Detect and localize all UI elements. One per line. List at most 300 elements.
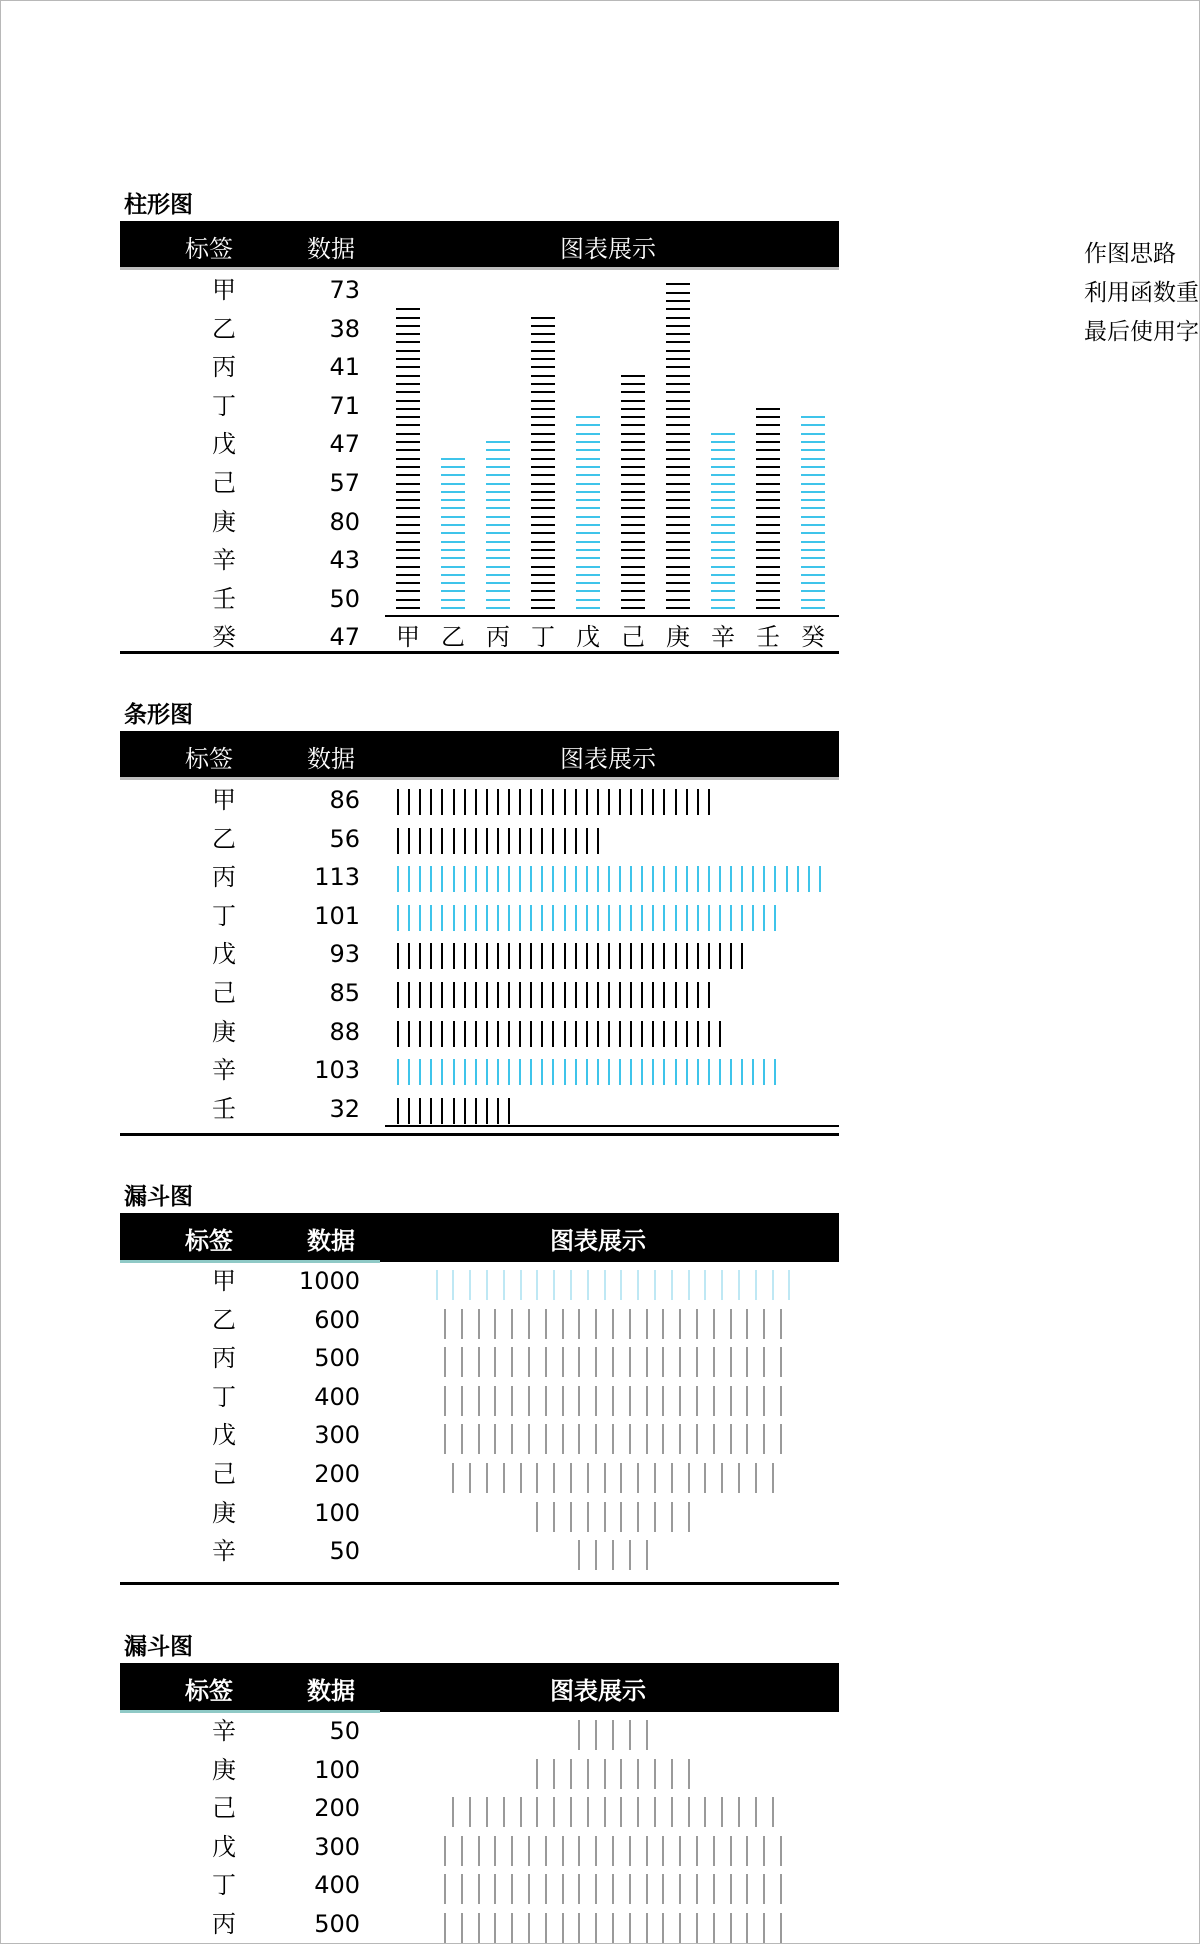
- funnel-tick: [478, 1424, 480, 1454]
- funnel-tick: [637, 1759, 639, 1789]
- column-dash: [756, 507, 780, 509]
- funnel-tick: [503, 1270, 505, 1300]
- column-dash: [756, 483, 780, 485]
- bar-tick: [652, 905, 654, 931]
- funnel-tick: [629, 1540, 631, 1570]
- column-dash: [666, 325, 690, 327]
- funnel-tick: [478, 1347, 480, 1377]
- column-dash: [531, 400, 555, 402]
- bar-tick: [564, 905, 566, 931]
- bar-tick: [497, 1098, 499, 1124]
- column-dash: [396, 491, 420, 493]
- bar-tick: [774, 1059, 776, 1085]
- funnel-tick: [721, 1797, 723, 1827]
- column-dash: [756, 524, 780, 526]
- bar-tick: [475, 1059, 477, 1085]
- funnel-tick: [763, 1309, 765, 1339]
- funnel-tick: [662, 1386, 664, 1416]
- column-dash: [711, 599, 735, 601]
- note-line-2: 利用函数重: [1084, 280, 1199, 306]
- bar-tick: [475, 789, 477, 815]
- bar-tick: [586, 789, 588, 815]
- bar-tick: [397, 828, 399, 854]
- funnel-tick: [721, 1463, 723, 1493]
- funnel-tick: [646, 1913, 648, 1943]
- column-dash: [576, 458, 600, 460]
- column-dash: [666, 466, 690, 468]
- bar-tick: [430, 866, 432, 892]
- column-dash: [576, 474, 600, 476]
- row-value: 47: [329, 623, 360, 652]
- column-dash: [621, 400, 645, 402]
- column-dash: [666, 549, 690, 551]
- column-dash: [396, 516, 420, 518]
- column-dash: [621, 408, 645, 410]
- funnel-tick: [662, 1424, 664, 1454]
- column-dash: [396, 341, 420, 343]
- funnel-tick: [536, 1463, 538, 1493]
- column-dash: [666, 458, 690, 460]
- column-dash: [801, 557, 825, 559]
- funnel-tick: [713, 1874, 715, 1904]
- bar-tick: [763, 866, 765, 892]
- bar-tick: [586, 905, 588, 931]
- column-dash: [486, 516, 510, 518]
- column-dash: [621, 524, 645, 526]
- funnel-tick: [629, 1874, 631, 1904]
- column-dash: [441, 557, 465, 559]
- funnel-tick: [520, 1797, 522, 1827]
- bar-tick: [575, 1059, 577, 1085]
- column-dash: [531, 358, 555, 360]
- funnel-tick: [629, 1836, 631, 1866]
- bar-tick: [741, 1059, 743, 1085]
- funnel-tick: [536, 1759, 538, 1789]
- funnel-tick: [553, 1502, 555, 1532]
- bar-tick: [586, 828, 588, 854]
- bar-tick: [486, 943, 488, 969]
- bar-tick: [763, 1059, 765, 1085]
- funnel-tick: [478, 1836, 480, 1866]
- funnel-tick: [713, 1913, 715, 1943]
- bar-tick: [530, 1021, 532, 1047]
- column-dash: [621, 507, 645, 509]
- column-dash: [801, 607, 825, 609]
- x-tick-label: 丁: [531, 623, 555, 651]
- funnel-tick: [755, 1463, 757, 1493]
- bar-tick: [419, 1098, 421, 1124]
- column-dash: [531, 424, 555, 426]
- bar-tick: [419, 789, 421, 815]
- funnel-tick: [494, 1836, 496, 1866]
- bar-tick: [441, 905, 443, 931]
- funnel-tick: [679, 1424, 681, 1454]
- bar-tick: [408, 1059, 410, 1085]
- column-dash: [621, 532, 645, 534]
- column-dash: [756, 474, 780, 476]
- funnel-tick: [511, 1913, 513, 1943]
- column-dash: [396, 375, 420, 377]
- funnel-tick: [528, 1309, 530, 1339]
- x-tick-label: 乙: [441, 623, 465, 651]
- bar-tick: [652, 1021, 654, 1047]
- column-dash: [441, 507, 465, 509]
- bar-tick: [497, 943, 499, 969]
- bar-tick: [530, 789, 532, 815]
- column-dash: [576, 491, 600, 493]
- column-dash: [666, 350, 690, 352]
- funnel-tick: [746, 1424, 748, 1454]
- column-dash: [756, 599, 780, 601]
- row-value: 200: [314, 1794, 360, 1823]
- bar-tick: [597, 982, 599, 1008]
- funnel-tick: [444, 1836, 446, 1866]
- column-dash: [666, 541, 690, 543]
- column-dash: [801, 582, 825, 584]
- bar-tick: [708, 982, 710, 1008]
- funnel-tick: [528, 1874, 530, 1904]
- funnel-tick: [688, 1270, 690, 1300]
- row-label: 辛: [212, 1717, 236, 1745]
- bar-tick: [441, 828, 443, 854]
- column-dash: [531, 350, 555, 352]
- column-dash: [756, 449, 780, 451]
- row-value: 400: [314, 1871, 360, 1900]
- bar-tick: [541, 789, 543, 815]
- funnel-tick: [595, 1874, 597, 1904]
- funnel-tick: [494, 1874, 496, 1904]
- funnel-tick: [662, 1836, 664, 1866]
- column-dash: [621, 607, 645, 609]
- funnel-tick: [469, 1463, 471, 1493]
- bar-tick: [552, 866, 554, 892]
- column-dash: [801, 483, 825, 485]
- bar-tick: [541, 982, 543, 1008]
- bar-tick: [453, 982, 455, 1008]
- row-value: 100: [314, 1498, 360, 1527]
- column-dash: [486, 574, 510, 576]
- bar-tick: [408, 905, 410, 931]
- funnel-tick: [763, 1386, 765, 1416]
- funnel-tick: [486, 1797, 488, 1827]
- row-label: 庚: [212, 1498, 236, 1527]
- bar-tick: [408, 828, 410, 854]
- column-dash: [576, 524, 600, 526]
- funnel-tick: [713, 1309, 715, 1339]
- bar-tick: [652, 1059, 654, 1085]
- column-dash: [621, 599, 645, 601]
- table-header: [120, 1663, 839, 1712]
- funnel-tick: [570, 1797, 572, 1827]
- bar-tick: [508, 1098, 510, 1124]
- funnel-tick: [562, 1913, 564, 1943]
- funnel-tick: [738, 1797, 740, 1827]
- column-dash: [531, 408, 555, 410]
- bar-tick: [597, 905, 599, 931]
- funnel-tick: [654, 1797, 656, 1827]
- column-dash: [486, 557, 510, 559]
- funnel-tick: [612, 1309, 614, 1339]
- column-dash: [756, 566, 780, 568]
- column-dash: [621, 541, 645, 543]
- table-header: [120, 221, 839, 270]
- bar-tick: [719, 943, 721, 969]
- bar-tick: [564, 1021, 566, 1047]
- bar-tick: [586, 866, 588, 892]
- funnel-tick: [461, 1913, 463, 1943]
- column-dash: [396, 424, 420, 426]
- bar-tick: [819, 866, 821, 892]
- bar-tick: [652, 789, 654, 815]
- header-underline: [120, 1260, 380, 1263]
- column-dash: [711, 441, 735, 443]
- funnel-tick: [469, 1270, 471, 1300]
- funnel-tick: [688, 1502, 690, 1532]
- funnel-tick: [763, 1836, 765, 1866]
- funnel-tick: [696, 1386, 698, 1416]
- funnel-tick: [461, 1836, 463, 1866]
- section-title: 柱形图: [124, 192, 193, 218]
- funnel-tick: [494, 1347, 496, 1377]
- column-dash: [576, 449, 600, 451]
- funnel-tick: [562, 1347, 564, 1377]
- bar-tick: [530, 905, 532, 931]
- column-dash: [531, 483, 555, 485]
- bar-tick: [564, 866, 566, 892]
- column-dash: [666, 449, 690, 451]
- bar-tick: [719, 866, 721, 892]
- bar-tick: [719, 1059, 721, 1085]
- bar-tick: [564, 789, 566, 815]
- funnel-tick: [612, 1386, 614, 1416]
- column-dash: [531, 557, 555, 559]
- column-dash: [396, 524, 420, 526]
- column-dash: [711, 433, 735, 435]
- row-label: 辛: [212, 1056, 236, 1085]
- funnel-tick: [696, 1913, 698, 1943]
- bar-tick: [508, 1059, 510, 1085]
- header-chart: 图表展示: [560, 745, 656, 773]
- column-dash: [666, 483, 690, 485]
- bar-tick: [397, 1059, 399, 1085]
- column-dash: [486, 549, 510, 551]
- bar-tick: [475, 905, 477, 931]
- funnel-tick: [612, 1720, 614, 1750]
- funnel-tick: [730, 1913, 732, 1943]
- column-dash: [801, 574, 825, 576]
- row-value: 101: [314, 901, 360, 930]
- funnel-tick: [612, 1913, 614, 1943]
- bottom-rule: [120, 651, 839, 654]
- bar-tick: [441, 1059, 443, 1085]
- row-label: 戊: [212, 430, 236, 459]
- bar-tick: [608, 905, 610, 931]
- column-dash: [486, 532, 510, 534]
- column-dash: [441, 532, 465, 534]
- funnel-tick: [755, 1270, 757, 1300]
- column-dash: [621, 474, 645, 476]
- funnel-tick: [780, 1424, 782, 1454]
- funnel-tick: [629, 1347, 631, 1377]
- row-value: 41: [329, 353, 360, 382]
- bar-tick: [408, 1021, 410, 1047]
- column-dash: [441, 499, 465, 501]
- funnel-tick: [662, 1874, 664, 1904]
- column-dash: [396, 358, 420, 360]
- funnel-tick: [578, 1386, 580, 1416]
- funnel-tick: [587, 1270, 589, 1300]
- funnel-tick: [612, 1540, 614, 1570]
- funnel-tick: [612, 1874, 614, 1904]
- bar-tick: [508, 943, 510, 969]
- funnel-tick: [528, 1386, 530, 1416]
- funnel-tick: [662, 1309, 664, 1339]
- bar-tick: [630, 982, 632, 1008]
- bar-tick: [486, 828, 488, 854]
- bar-tick: [453, 789, 455, 815]
- funnel-tick: [730, 1309, 732, 1339]
- row-label: 丁: [212, 1382, 236, 1411]
- bar-tick: [453, 1098, 455, 1124]
- bar-tick: [675, 943, 677, 969]
- funnel-tick: [662, 1347, 664, 1377]
- funnel-tick: [511, 1874, 513, 1904]
- funnel-tick: [629, 1424, 631, 1454]
- x-tick-label: 癸: [801, 623, 825, 651]
- note-line-3: 最后使用字: [1084, 319, 1199, 345]
- column-dash: [441, 524, 465, 526]
- column-dash: [576, 532, 600, 534]
- column-dash: [756, 590, 780, 592]
- column-dash: [531, 441, 555, 443]
- funnel-tick: [604, 1270, 606, 1300]
- funnel-tick: [679, 1913, 681, 1943]
- funnel-tick: [637, 1270, 639, 1300]
- row-value: 71: [329, 391, 360, 420]
- bar-tick: [464, 1098, 466, 1124]
- funnel-tick: [570, 1502, 572, 1532]
- funnel-tick: [494, 1424, 496, 1454]
- funnel-tick: [520, 1270, 522, 1300]
- bar-tick: [397, 789, 399, 815]
- funnel-tick: [562, 1309, 564, 1339]
- bar-tick: [597, 789, 599, 815]
- row-label: 己: [212, 1794, 236, 1823]
- column-dash: [396, 433, 420, 435]
- bar-tick: [508, 982, 510, 1008]
- column-dash: [711, 549, 735, 551]
- funnel-tick: [553, 1759, 555, 1789]
- bar-tick: [430, 828, 432, 854]
- header-underline: [120, 1710, 380, 1713]
- bar-tick: [441, 866, 443, 892]
- header-underline: [120, 267, 839, 270]
- funnel-tick: [646, 1720, 648, 1750]
- bar-tick: [752, 1059, 754, 1085]
- funnel-tick: [772, 1270, 774, 1300]
- column-dash: [531, 499, 555, 501]
- column-dash: [756, 441, 780, 443]
- column-dash: [396, 383, 420, 385]
- bar-tick: [519, 789, 521, 815]
- bar-tick: [630, 1021, 632, 1047]
- bar-tick: [708, 1021, 710, 1047]
- column-dash: [441, 566, 465, 568]
- bar-tick: [619, 905, 621, 931]
- funnel-tick: [528, 1424, 530, 1454]
- bar-tick: [619, 1021, 621, 1047]
- column-dash: [441, 458, 465, 460]
- column-dash: [621, 557, 645, 559]
- bar-tick: [419, 905, 421, 931]
- column-dash: [756, 574, 780, 576]
- bar-tick: [630, 866, 632, 892]
- funnel-tick: [578, 1309, 580, 1339]
- funnel-tick: [713, 1836, 715, 1866]
- column-dash: [396, 466, 420, 468]
- column-dash: [441, 483, 465, 485]
- column-dash: [576, 424, 600, 426]
- column-dash: [711, 458, 735, 460]
- bar-tick: [741, 866, 743, 892]
- funnel-tick: [562, 1836, 564, 1866]
- bar-tick: [808, 866, 810, 892]
- bar-tick: [497, 1021, 499, 1047]
- bar-tick: [419, 1021, 421, 1047]
- funnel-tick: [772, 1797, 774, 1827]
- column-dash: [486, 483, 510, 485]
- column-dash: [531, 317, 555, 319]
- bar-tick: [774, 866, 776, 892]
- column-dash: [801, 532, 825, 534]
- column-dash: [666, 424, 690, 426]
- column-dash: [396, 582, 420, 584]
- column-dash: [621, 424, 645, 426]
- funnel-tick: [478, 1874, 480, 1904]
- column-dash: [396, 416, 420, 418]
- column-dash: [576, 483, 600, 485]
- column-dash: [396, 557, 420, 559]
- funnel-tick: [478, 1913, 480, 1943]
- x-axis: [385, 615, 839, 617]
- funnel-tick: [469, 1797, 471, 1827]
- bar-tick: [530, 828, 532, 854]
- row-label: 辛: [212, 546, 236, 575]
- funnel-tick: [604, 1502, 606, 1532]
- row-value: 1000: [298, 1267, 360, 1295]
- funnel-tick: [595, 1309, 597, 1339]
- funnel-tick: [578, 1720, 580, 1750]
- funnel-tick: [654, 1463, 656, 1493]
- column-dash: [396, 532, 420, 534]
- column-dash: [441, 516, 465, 518]
- funnel-tick: [704, 1463, 706, 1493]
- header-data: 数据: [307, 745, 355, 773]
- header-chart: 图表展示: [550, 1677, 646, 1705]
- funnel-tick: [604, 1759, 606, 1789]
- funnel-tick: [562, 1874, 564, 1904]
- funnel-tick: [620, 1270, 622, 1300]
- column-dash: [621, 433, 645, 435]
- funnel-tick: [436, 1270, 438, 1300]
- bar-tick: [497, 789, 499, 815]
- funnel-tick: [780, 1386, 782, 1416]
- bar-tick: [630, 1059, 632, 1085]
- bar-tick: [575, 866, 577, 892]
- column-dash: [621, 375, 645, 377]
- bar-tick: [675, 1059, 677, 1085]
- bar-tick: [475, 982, 477, 1008]
